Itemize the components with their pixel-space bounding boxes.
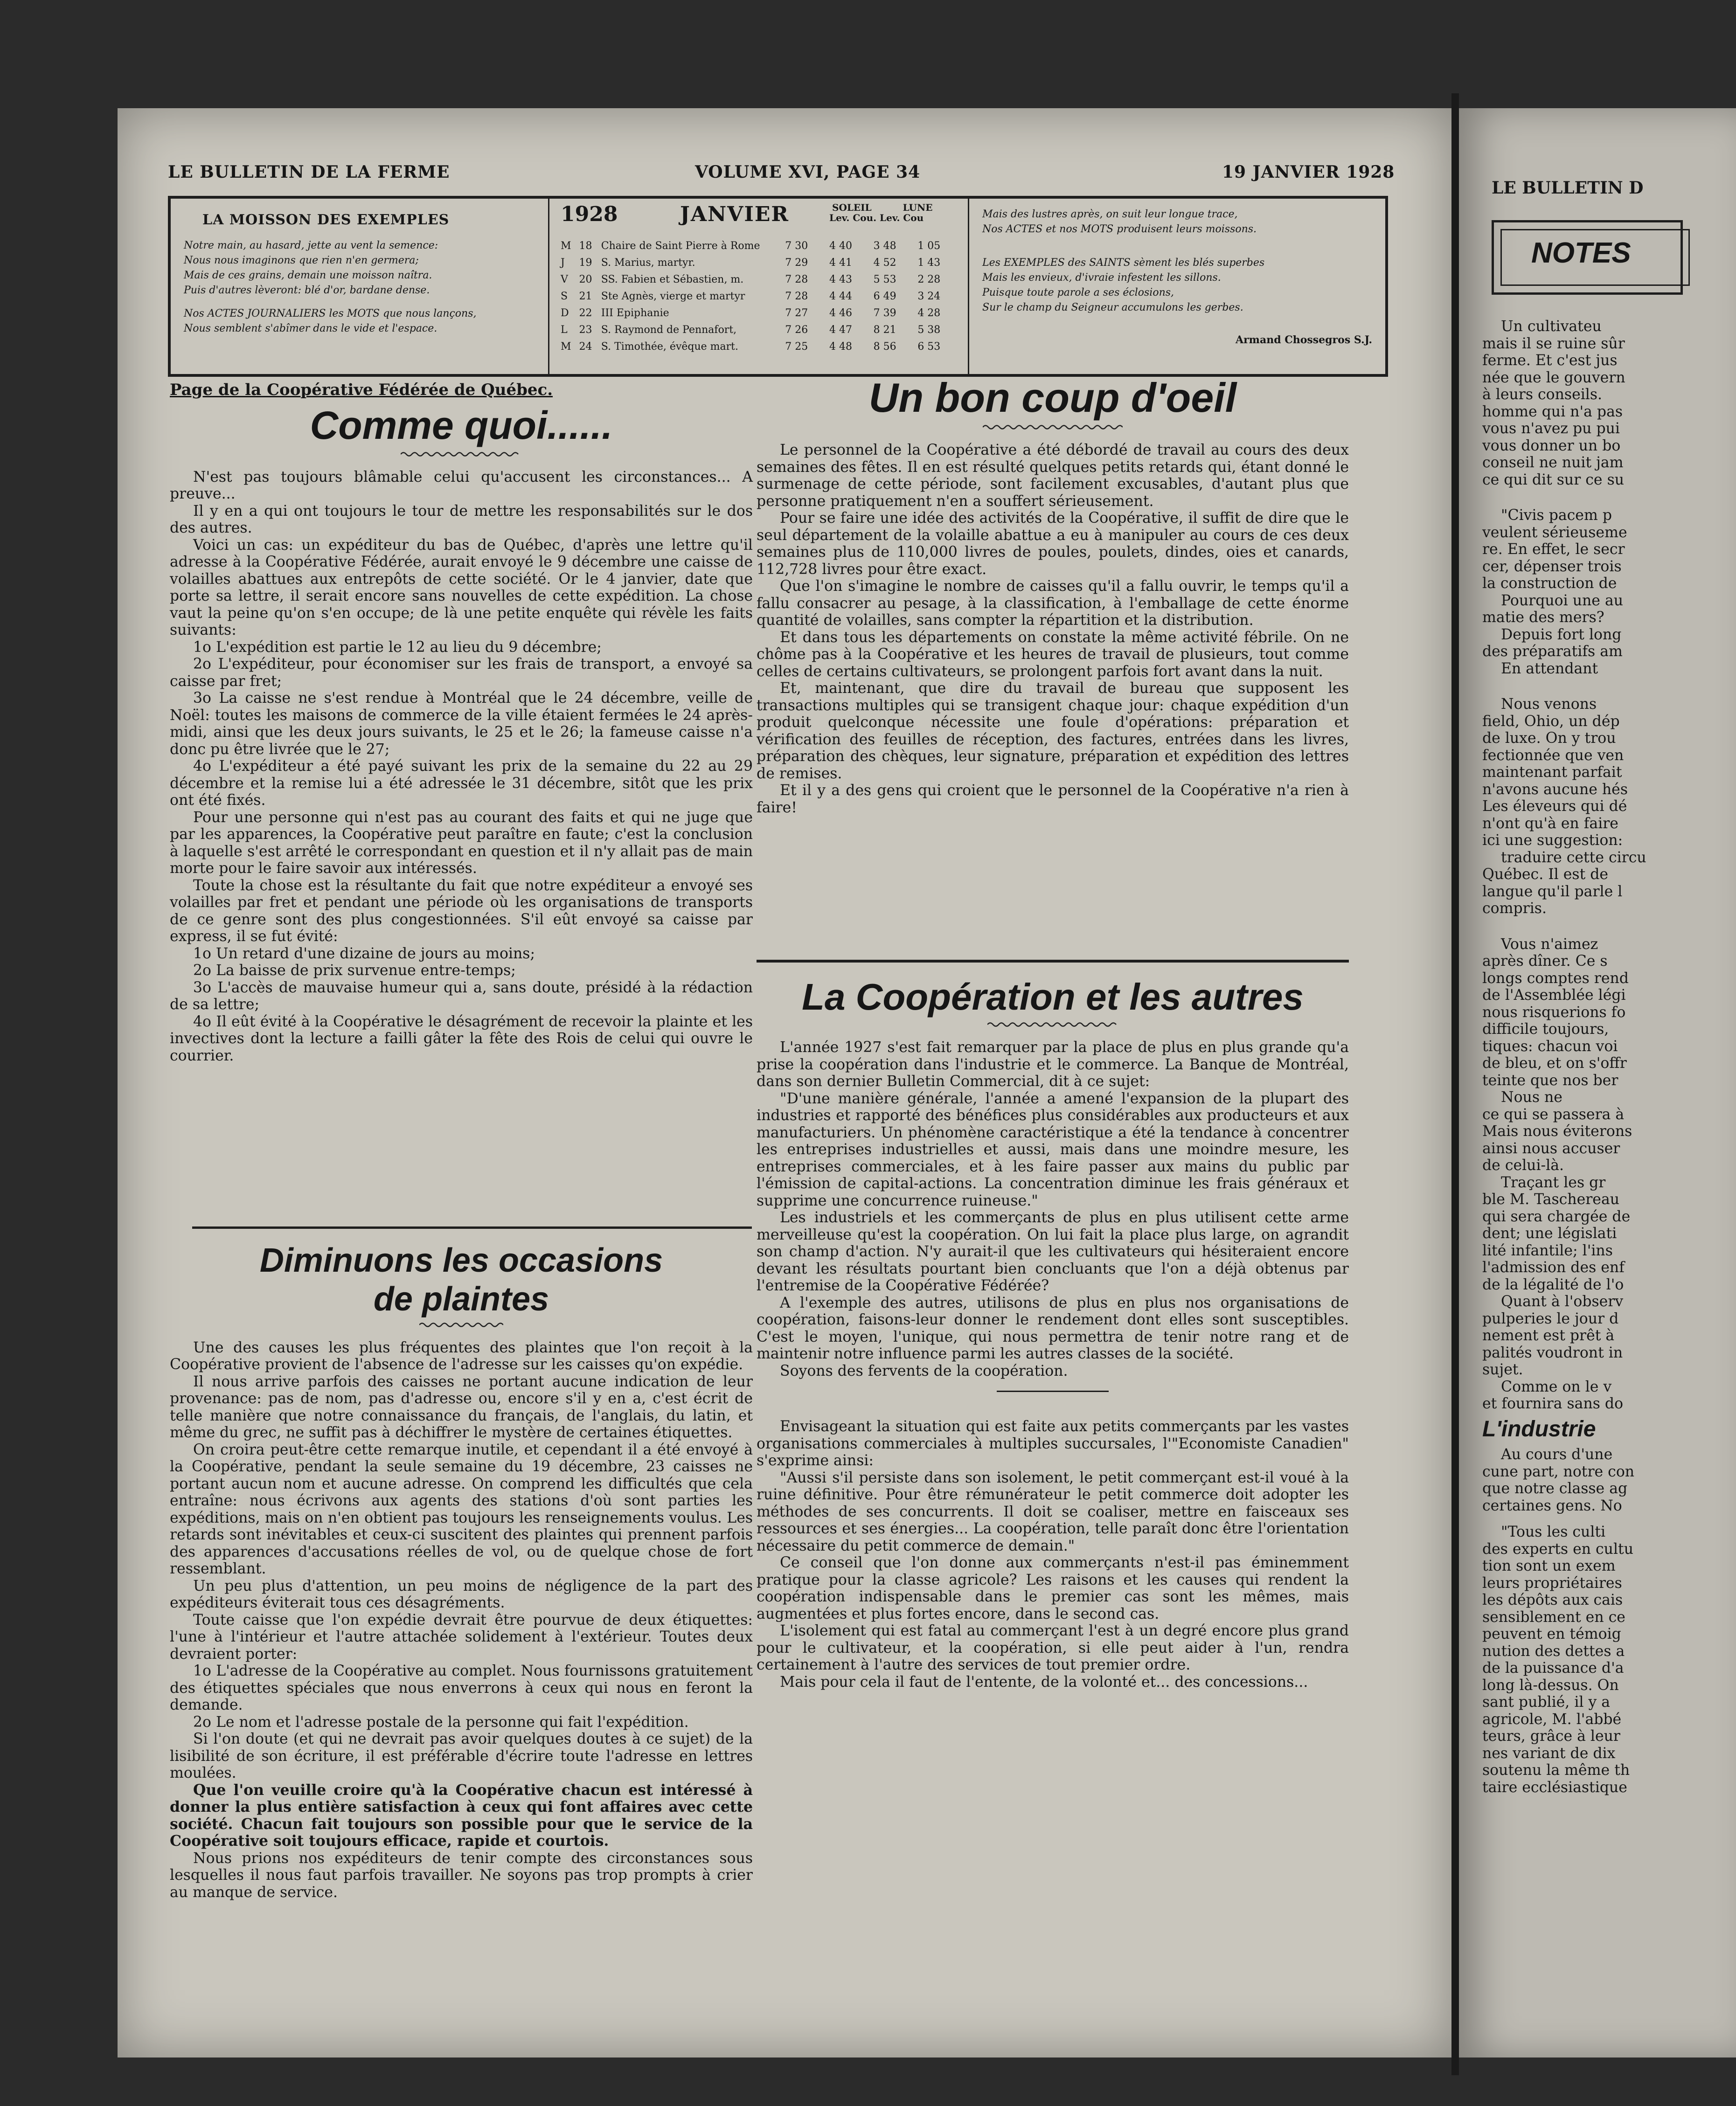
text-line: Mais nous éviterons [1482, 1123, 1632, 1140]
notes-heading-box [1492, 220, 1683, 295]
text-line: nes variant de dix [1482, 1745, 1616, 1762]
list-item: 1o L'adresse de la Coopérative au complet. Nous fournissons gratuitement des étiquettes spéciales que nous enverrons à ceux qui nous en feront la demande. [170, 1663, 753, 1714]
lever-coucher-label: Lev. Cou. Lev. Cou [829, 212, 924, 223]
text-line: certaines gens. No [1482, 1497, 1622, 1514]
verse-1 [184, 238, 535, 298]
lune-label: LUNE [903, 202, 933, 213]
text-line: cer, dépenser trois [1482, 558, 1622, 575]
text-line: dent; une législati [1482, 1225, 1617, 1242]
article-paragraph: Voici un cas: un expéditeur du bas de Québec, d'après une lettre qu'il adresse à la Coopérative Fédérée, aurait envoyé le 9 décembre une caisse de volailles abattues aux entrepôts de cette société. Or le 4 janvier, date que porte sa lettre, il serait encore sans nouvelles de cette expédition. La chose vaut la peine qu'on s'en occupe; de là une petite enquête qui révèle les faits suivants: [170, 536, 753, 639]
article-paragraph: Il nous arrive parfois des caisses ne portant aucune indication de leur provenance: pas de nom, pas d'adresse ou, encore s'il y en a, c'est écrit de telle manière que notre connaissance du français, de l'anglais, du latin, et même du grec, ne suffit pas à déchiffrer le mystère de certaines étiquettes. [170, 1373, 753, 1441]
text-line: ici une suggestion: [1482, 832, 1623, 849]
issue-date: 19 JANVIER 1928 [1222, 162, 1395, 182]
section-divider [192, 1226, 752, 1229]
calendar-row: V 20 SS. Fabien et Sébastien, m. 7 28 4 43 5 53 2 28 [561, 274, 941, 285]
article-title-line: de plaintes [373, 1280, 549, 1318]
text-line: ferme. Et c'est jus [1482, 352, 1618, 369]
text-line: soutenu la même th [1482, 1762, 1630, 1779]
text-line: matie des mers? [1482, 609, 1604, 626]
article-paragraph: A l'exemple des autres, utilisons de plus en plus nos organisations de coopération, faisons-leur donner le rendement dont elles sont susceptibles. C'est le moyen, l'unique, qui nous permettra de tenir notre rang et de maintenir notre influence parmi les autres classes de la société. [757, 1294, 1349, 1362]
article-paragraph: Que l'on veuille croire qu'à la Coopérative chacun est intéressé à donner la plus entière satisfaction à ceux qui font affaires avec cette société. Chacun fait toujours son possible pour que le service de la Coopérative soit toujours efficace, rapide et courtois. [170, 1781, 753, 1850]
article-title: Un bon coup d'oeil [868, 374, 1237, 421]
text-line: vous donner un bo [1482, 437, 1621, 454]
article-paragraph: Une des causes les plus fréquentes des plaintes que l'on reçoit à la Coopérative provient de l'absence de l'adresse sur les caisses qu'on expédie. [170, 1339, 753, 1373]
verse-line: Nos ACTES et nos MOTS produisent leurs moissons. [982, 223, 1257, 235]
article-coup-doeil [757, 374, 1349, 816]
ornament-squiggle [987, 1021, 1118, 1028]
text-line: la construction de [1482, 575, 1617, 592]
text-line: "Civis pacem p [1501, 507, 1612, 524]
text-line: n'avons aucune hés [1482, 781, 1628, 798]
text-line: de luxe. On y trou [1482, 730, 1616, 747]
article-paragraph: Toute caisse que l'on expédie devrait être pourvue de deux étiquettes: l'une à l'intérieur et l'autre attachée solidement à l'extérieur. Toutes deux devraient porter: [170, 1611, 753, 1663]
section-kicker: Page de la Coopérative Fédérée de Québec. [170, 381, 553, 399]
list-item: 1o L'expédition est partie le 12 au lieu du 9 décembre; [193, 638, 602, 656]
article-cooperation [757, 976, 1349, 1690]
text-line: langue qu'il parle l [1482, 883, 1623, 900]
text-line: ce qui se passera à [1482, 1106, 1625, 1123]
text-line: pulperies le jour d [1482, 1310, 1619, 1327]
verse-line: Puisque toute parole a ses éclosions, [982, 287, 1174, 298]
list-item: 2o La baisse de prix survenue entre-temps; [193, 962, 516, 979]
article-title: Comme quoi...... [310, 403, 613, 447]
article-paragraph: N'est pas toujours blâmable celui qu'accusent les circonstances... A preuve... [170, 468, 753, 503]
poem-author: Armand Chossegros S.J. [1236, 334, 1372, 346]
calendar-row: L 23 S. Raymond de Pennafort, 7 26 4 47 8 21 5 38 [561, 324, 941, 336]
list-item: 4o L'expéditeur a été payé suivant les prix de la semaine du 22 au 29 décembre et la remise lui a été adressée le 31 décembre, sitôt que les prix ont été fixés. [170, 758, 753, 809]
text-line: lité infantile; l'ins [1482, 1242, 1613, 1259]
article-paragraph: Envisageant la situation qui est faite aux petits commerçants par les vastes organisations commerciales à multiples succursales, l'"Economiste Canadien" s'exprime ainsi: [757, 1418, 1349, 1469]
text-line: Québec. Il est de [1482, 866, 1609, 883]
calendar-row: S 21 Ste Agnès, vierge et martyr 7 28 4 44 6 49 3 24 [561, 291, 941, 302]
text-line: maintenant parfait [1482, 764, 1622, 781]
article-paragraph: Un peu plus d'attention, un peu moins de négligence de la part des expéditeurs éviterait tous ces désagréments. [170, 1577, 753, 1612]
adjacent-page [1459, 108, 1736, 2058]
article-paragraph: Toute la chose est la résultante du fait que notre expéditeur a envoyé ses volailles par fret et pendant une période où les organisations de transports de ce genre sont des plus congestionnées. S'il eût envoyé sa caisse par express, il se fut évité: [170, 877, 753, 945]
text-line: Vous n'aimez [1501, 935, 1598, 953]
page-gutter [1451, 93, 1459, 2075]
text-line: compris. [1482, 900, 1547, 917]
text-line: de bleu, et on s'offr [1482, 1055, 1627, 1072]
article-diminuons [170, 1241, 753, 1901]
text-line: ce qui dit sur ce su [1482, 471, 1625, 488]
notes-title: NOTES [1531, 237, 1631, 269]
text-line: homme qui n'a pas [1482, 403, 1623, 420]
page-header [168, 162, 1399, 186]
text-line: "Tous les culti [1501, 1524, 1606, 1540]
list-item: 4o Il eût évité à la Coopérative le désagrément de recevoir la plainte et les invectives dont la lecture a failli gâter la fête des Rois de celui qui ouvre le courrier. [170, 1013, 753, 1064]
adjacent-masthead: LE BULLETIN D [1492, 178, 1644, 198]
text-line: Les éleveurs qui dé [1482, 798, 1627, 815]
text-line: teinte que nos ber [1482, 1072, 1618, 1089]
text-line: Un cultivateu [1501, 318, 1602, 335]
volume-page: VOLUME XVI, PAGE 34 [695, 162, 921, 182]
calendar-row: M 18 Chaire de Saint Pierre à Rome 7 30 4 40 3 48 1 05 [561, 240, 941, 252]
article-paragraph: Que l'on s'imagine le nombre de caisses qu'il a fallu ouvrir, le temps qu'il a fallu consacrer au pesage, à la classification, à l'emballage de cette énorme quantité de volailles, sans compter la répartition et la distribution. [757, 578, 1349, 629]
text-line: difficile toujours, [1482, 1021, 1609, 1038]
list-item: 3o L'accès de mauvaise humeur qui a, sans doute, présidé à la rédaction de sa lettre; [170, 979, 753, 1013]
text-line: n'ont qu'à en faire [1482, 815, 1618, 832]
text-line: des préparatifs am [1482, 643, 1623, 660]
list-item: 2o Le nom et l'adresse postale de la personne qui fait l'expédition. [193, 1713, 689, 1731]
calendar-row: D 22 III Epiphanie 7 27 4 46 7 39 4 28 [561, 307, 941, 319]
text-line: fectionnée que ven [1482, 747, 1624, 764]
article-paragraph: On croira peut-être cette remarque inutile, et cependant il a été envoyé à la Coopérative, pendant la seule semaine du 19 décembre, 23 caisses ne portant aucun nom et aucune adresse. On comprend les difficultés que cela entraîne: nous écrivons aux agents des stations d'où sont parties les expéditions, mais on n'en obtient pas toujours les renseignements voulus. Les retards sont inévitables et ceux-ci suscitent des plaintes qui prennent parfois des apparences d'accusations réelles de vol, ou de quelque chose de fort ressemblant. [170, 1441, 753, 1578]
text-line: des experts en cultu [1482, 1540, 1633, 1558]
article-paragraph: Et, maintenant, que dire du travail de bureau que supposent les transactions multiples qui se transigent chaque jour: chaque expédition d'un produit quelconque nécessite une foule d'opérations: préparation et vérification des feuilles de réception, des factures, entrées dans les livres, préparation des chèques, leur signature, préparation et expédition des lettres de remises. [757, 680, 1349, 782]
text-line: leurs propriétaires [1482, 1574, 1622, 1592]
text-line: tion sont un exem [1482, 1558, 1616, 1574]
text-line: Traçant les gr [1501, 1174, 1606, 1191]
article-paragraph: Si l'on doute (et qui ne devrait pas avoir quelques doutes à ce sujet) de la lisibilité de son écriture, il est préférable d'écrire toute l'adresse en lettres moulées. [170, 1731, 753, 1782]
article-paragraph: Mais pour cela il faut de l'entente, de la volonté et... des concessions... [780, 1673, 1308, 1690]
verse-line: Mais les envieux, d'ivraie infestent les sillons. [982, 272, 1221, 284]
verse-2 [184, 306, 535, 336]
text-line: que notre classe ag [1482, 1480, 1628, 1497]
article-paragraph: Nous prions nos expéditeurs de tenir compte des circonstances sous lesquelles il nous faut parfois travailler. Ne soyons pas trop prompts à crier au manque de service. [170, 1850, 753, 1901]
newspaper-page [118, 108, 1451, 2058]
verse-line: Nos ACTES JOURNALIERS les MOTS que nous lançons, [184, 308, 477, 319]
text-line: agricole, M. l'abbé [1482, 1711, 1622, 1728]
text-line: nution des dettes a [1482, 1642, 1625, 1660]
article-title-line: Diminuons les occasions [259, 1242, 663, 1279]
verse-line: Nous nous imaginons que rien n'en germera; [184, 255, 419, 266]
ornament-squiggle [983, 424, 1123, 430]
short-divider [997, 1391, 1109, 1392]
verse-line: Mais de ces grains, demain une moisson naîtra. [184, 270, 432, 281]
text-line: Quant à l'observ [1501, 1293, 1624, 1310]
text-line: et fournira sans do [1482, 1395, 1624, 1412]
text-line: palités voudront in [1482, 1344, 1623, 1361]
text-line: teurs, grâce à leur [1482, 1728, 1620, 1745]
text-line: Pourquoi une au [1501, 592, 1624, 609]
ornament-squiggle [419, 1322, 503, 1328]
article-paragraph: L'année 1927 s'est fait remarquer par la place de plus en plus grande qu'a prise la coopération dans l'industrie et le commerce. La Banque de Montréal, dans son dernier Bulletin Commercial, dit à ce sujet: [757, 1039, 1349, 1090]
article-comme-quoi [170, 381, 753, 1064]
verse-panel [969, 199, 1385, 374]
adjacent-text [1482, 318, 1736, 1796]
verse-line: Notre main, au hasard, jette au vent la semence: [184, 240, 438, 251]
text-line: veulent sérieuseme [1482, 524, 1627, 541]
section-subtitle: L'industrie [1482, 1416, 1596, 1441]
article-paragraph: Soyons des fervents de la coopération. [780, 1362, 1068, 1379]
text-line: après dîner. Ce s [1482, 953, 1608, 970]
text-line: de la légalité de l'o [1482, 1276, 1624, 1293]
list-item: 3o La caisse ne s'est rendue à Montréal que le 24 décembre, veille de Noël: toutes les maisons de commerce de la ville étaient fermées le 24 après-midi, ainsi que les deux jours suivants, le 25 et le 26; la fameuse caisse n'a donc pu être livrée que le 27; [170, 690, 753, 758]
moisson-title: LA MOISSON DES EXEMPLES [202, 212, 450, 228]
text-line: conseil ne nuit jam [1482, 454, 1624, 471]
sun-moon-headings [829, 202, 933, 223]
text-line: qui sera chargée de [1482, 1208, 1631, 1225]
calendar-row: M 24 S. Timothée, évêque mart. 7 25 4 48 8 56 6 53 [561, 341, 941, 353]
text-line: sujet. [1482, 1361, 1523, 1378]
text-line: Comme on le v [1501, 1378, 1612, 1395]
moisson-panel [171, 199, 549, 374]
text-line: Nous venons [1501, 696, 1597, 713]
text-line: peuvent en témoig [1482, 1626, 1621, 1642]
text-line: long là-dessus. On [1482, 1676, 1619, 1694]
list-item: 1o Un retard d'une dizaine de jours au moins; [193, 945, 535, 962]
article-paragraph: Pour une personne qui n'est pas au courant des faits et qui ne juge que par les apparences, la Coopérative peut paraître en faute; c'est la conclusion à laquelle s'est arrêté le correspondant en question et il n'y allait pas de main morte pour le faire savoir aux intéressés. [170, 809, 753, 877]
text-line: re. En effet, le secr [1482, 541, 1625, 558]
text-line: tiques: chacun voi [1482, 1038, 1618, 1055]
section-divider [757, 960, 1349, 963]
calendar-rows [561, 238, 962, 355]
soleil-label: SOLEIL [832, 202, 872, 213]
article-paragraph: Et il y a des gens qui croient que le personnel de la Coopérative n'a rien à faire! [757, 782, 1349, 816]
article-paragraph: L'isolement qui est fatal au commerçant l'est à un degré encore plus grand pour le cultivateur, et la coopération, si elle peut aider à l'un, rendra certainement à l'autre des services de tout premier ordre. [757, 1622, 1349, 1673]
text-line: de celui-là. [1482, 1157, 1564, 1174]
calendar-row: J 19 S. Marius, martyr. 7 29 4 41 4 52 1 43 [561, 257, 941, 269]
calendar-year: 1928 [561, 202, 618, 226]
article-paragraph: Il y en a qui ont toujours le tour de mettre les responsabilités sur le dos des autres. [170, 502, 753, 537]
ornament-squiggle [401, 451, 522, 457]
text-line: nement est prêt à [1482, 1327, 1615, 1344]
text-line: à leurs conseils. [1482, 386, 1603, 403]
quote-paragraph: "D'une manière générale, l'année a amené l'expansion de la plupart des industries et rapporté des bénéfices plus considérables aux producteurs et aux manufacturiers. Un phénomène caractéristique a été la tendance à concentrer les entreprises industrielles et aussi, mais dans une moindre mesure, les entreprises commerciales, et à les faire passer aux mains du public par l'émission de capital-actions. La concentration diminue les frais généraux et supprime une concurrence ruineuse." [757, 1090, 1349, 1209]
verse-line: Mais des lustres après, on suit leur longue trace, [982, 208, 1238, 220]
text-line: vous n'avez pu pui [1482, 420, 1620, 437]
text-line: ainsi nous accuser [1482, 1140, 1620, 1157]
article-paragraph: Et dans tous les départements on constate la même activité fébrile. On ne chôme pas à la Coopérative et les heures de travail de plusieurs, tout comme celles de certains cultivateurs, se prolongent parfois fort avant dans la nuit. [757, 629, 1349, 680]
text-line: de l'Assemblée légi [1482, 987, 1626, 1004]
text-line: ble M. Taschereau [1482, 1191, 1620, 1208]
text-line: Depuis fort long [1501, 626, 1622, 643]
text-line: taire ecclésiastique [1482, 1779, 1627, 1796]
text-line: traduire cette circu [1501, 849, 1646, 866]
masthead-title: LE BULLETIN DE LA FERME [168, 162, 450, 182]
article-paragraph: Pour se faire une idée des activités de la Coopérative, il suffit de dire que le seul département de la volaille abattue a eu à manipuler au cours de ces deux semaines plus de 110,000 livres de poules, poulets, dindes, oies et canards, 112,728 livres pour être exact. [757, 510, 1349, 578]
calendar-box [168, 196, 1388, 377]
text-line: Au cours d'une [1501, 1446, 1613, 1463]
text-line: Nous ne [1501, 1089, 1562, 1106]
verse-line: Sur le champ du Seigneur accumulons les gerbes. [982, 302, 1243, 313]
text-line: cune part, notre con [1482, 1463, 1635, 1480]
article-paragraph: Le personnel de la Coopérative a été débordé de travail au cours des deux semaines des fêtes. Il en est résulté quelques petits retards qui, étant donné le surmenage de cette période, sont facilement excusables, d'autant plus que personne pratiquement n'en a souffert sérieusement. [757, 442, 1349, 510]
quote-paragraph: "Aussi s'il persiste dans son isolement, le petit commerçant est-il voué à la ruine définitive. Pour être rémunérateur le petit commerce doit adopter les méthodes de ses concurrents. Il doit se coaliser, mettre en faisceaux ses ressources et ses énergies... La coopération, telle paraît donc être l'orientation nécessaire du petit commerce de demain." [757, 1469, 1349, 1554]
text-line: nous risquerions fo [1482, 1004, 1626, 1021]
calendar-month: JANVIER [680, 202, 789, 226]
text-line: field, Ohio, un dép [1482, 713, 1620, 730]
text-line: longs comptes rend [1482, 970, 1629, 987]
verse-line: Nous semblent s'abîmer dans le vide et l'espace. [184, 323, 437, 334]
text-line: née que le gouvern [1482, 369, 1625, 386]
text-line: de la puissance d'a [1482, 1660, 1624, 1676]
text-line: l'admission des enf [1482, 1259, 1625, 1276]
verse-line: Les EXEMPLES des SAINTS sèment les blés superbes [982, 257, 1265, 269]
text-line: sensiblement en ce [1482, 1608, 1625, 1626]
article-title: La Coopération et les autres [802, 976, 1304, 1018]
text-line: En attendant [1501, 660, 1598, 677]
text-line: mais il se ruine sûr [1482, 335, 1625, 352]
calendar-panel [549, 199, 969, 374]
list-item: 2o L'expéditeur, pour économiser sur les frais de transport, a envoyé sa caisse par fret; [170, 656, 753, 690]
text-line: sant publié, il y a [1482, 1694, 1611, 1711]
text-line: les dépôts aux cais [1482, 1592, 1623, 1608]
article-paragraph: Ce conseil que l'on donne aux commerçants n'est-il pas éminemment pratique pour la classe agricole? Les raisons et les causes qui rendent la coopération indispensable dans le premier cas sont les mêmes, mais augmentées et plus fortes encore, dans le second cas. [757, 1554, 1349, 1622]
verse-line: Puis d'autres lèveront: blé d'or, bardane dense. [184, 284, 430, 296]
article-paragraph: Les industriels et les commerçants de plus en plus utilisent cette arme merveilleuse qu'est la coopération. On lui fait la place plus large, on agrandit son champ d'action. N'y aurait-il que les cultivateurs qui hésiteraient encore devant les résultats pourtant bien concluants que l'on a déjà obtenus par l'entremise de la Coopérative Fédérée? [757, 1209, 1349, 1294]
